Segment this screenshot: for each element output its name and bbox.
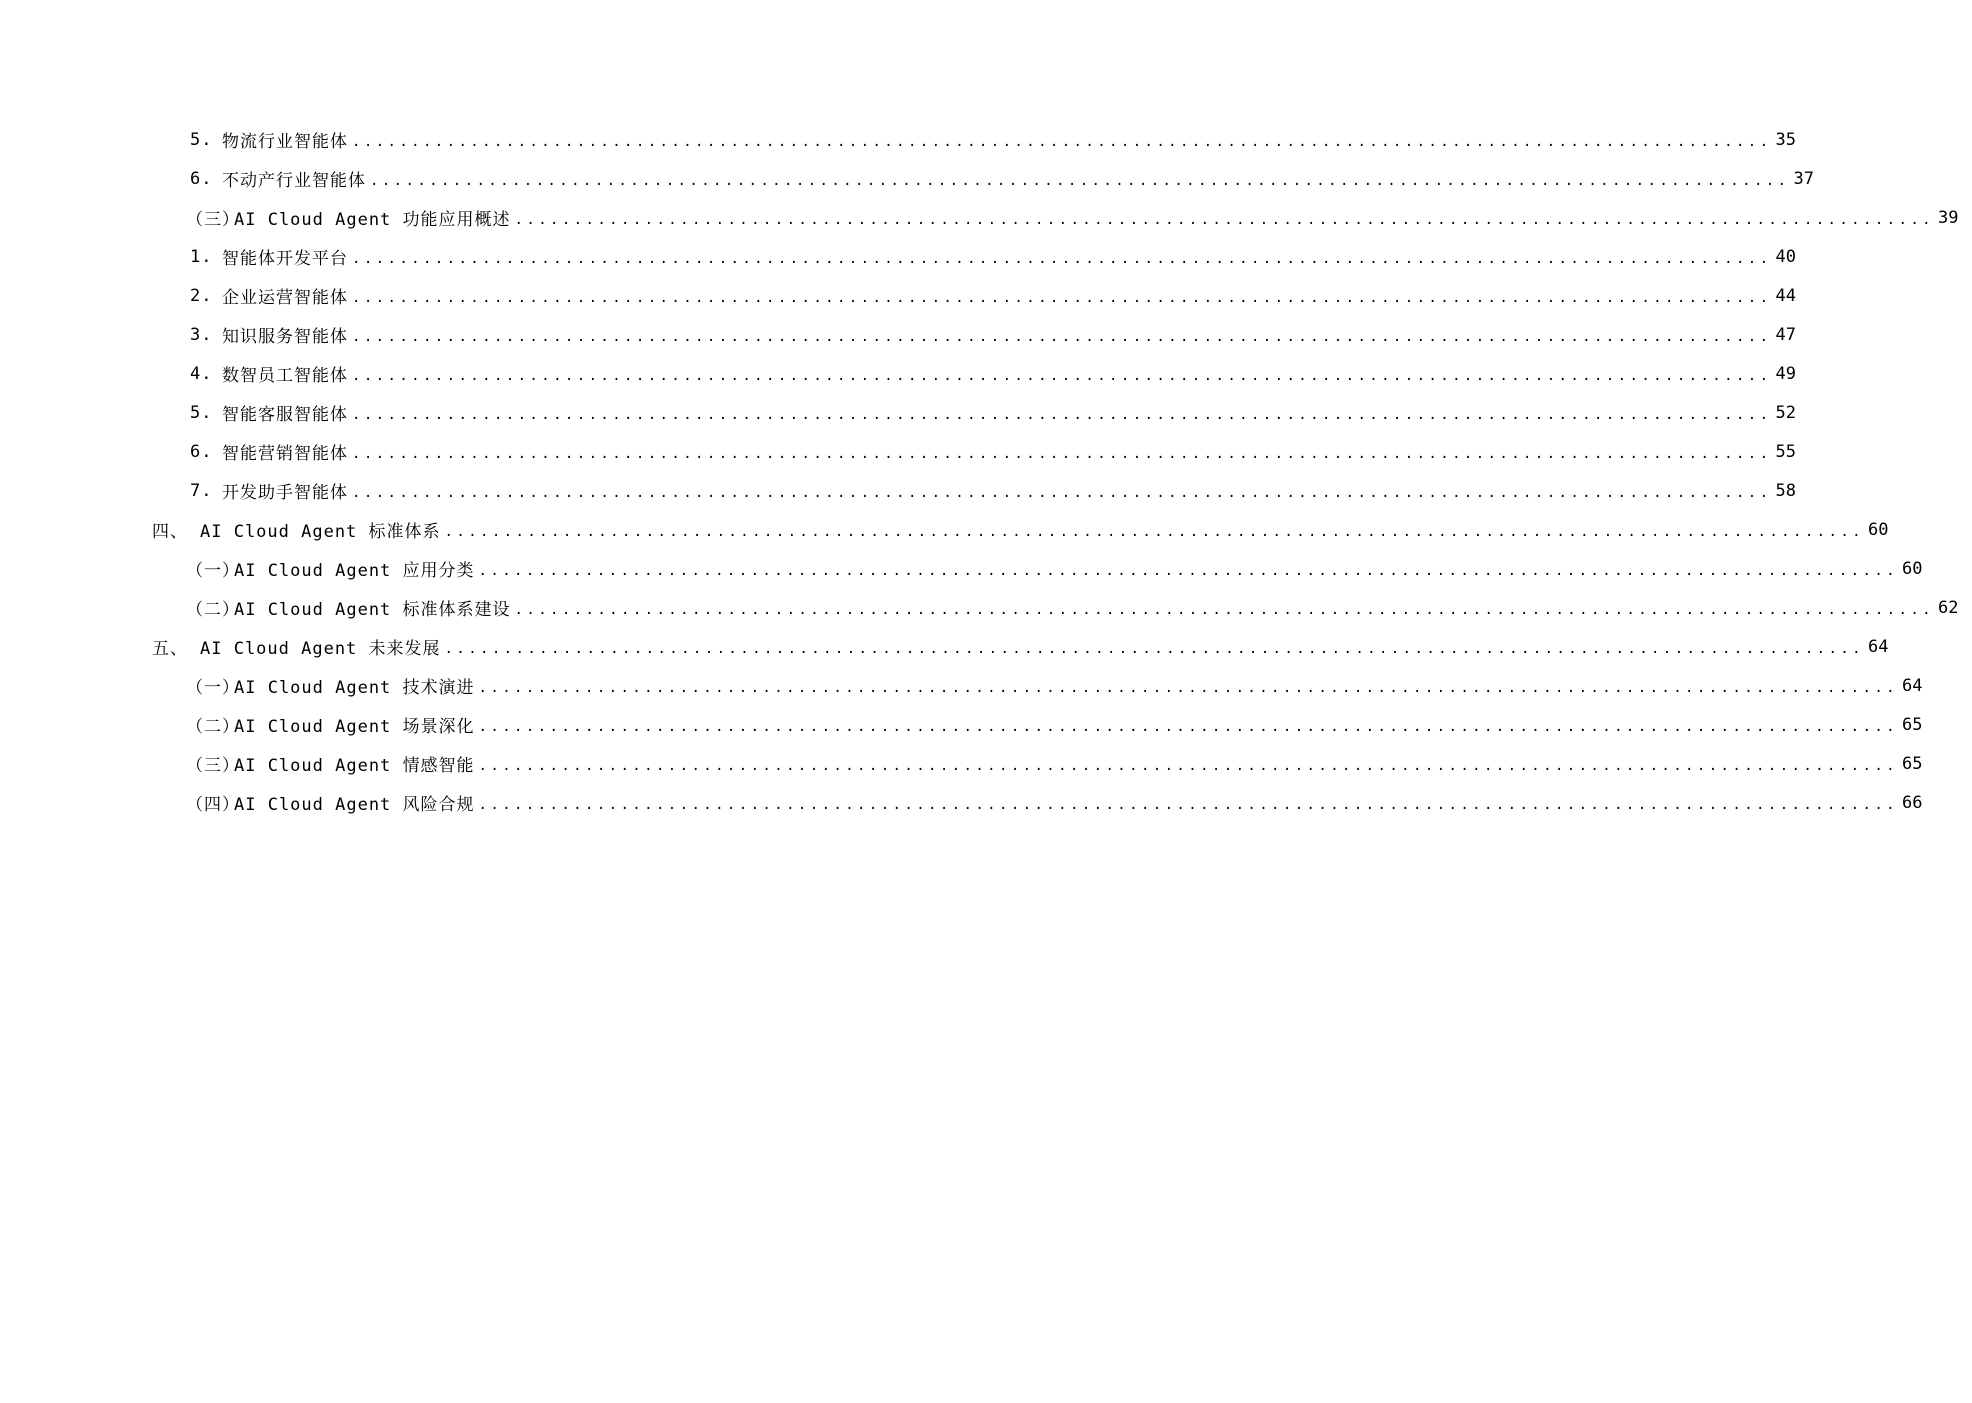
toc-entry[interactable] [0, 744, 1923, 783]
toc-entry-title: 知识服务智能体 [222, 327, 348, 347]
toc-entry-page-number: 58 [1775, 480, 1796, 501]
toc-entry-number: 7. [190, 480, 213, 501]
toc-entry-page-number: 44 [1775, 285, 1796, 306]
toc-entry-number: （一） [186, 561, 240, 581]
toc-entry-title: 智能客服智能体 [222, 405, 348, 425]
toc-entry[interactable] [0, 276, 1796, 315]
toc-entry[interactable] [0, 549, 1923, 588]
toc-entry[interactable] [0, 393, 1796, 432]
toc-entry-title: 不动产行业智能体 [222, 171, 366, 191]
toc-entry-number: 四、 [152, 522, 188, 542]
toc-entry[interactable] [0, 237, 1796, 276]
toc-dot-leader: ........................................................................................................................ [352, 406, 1772, 423]
toc-entry[interactable] [0, 666, 1923, 705]
toc-entry-number: 5. [190, 402, 213, 423]
toc-dot-leader: ........................................................................................................................ [444, 640, 1864, 657]
toc-entry-page-number: 52 [1775, 402, 1796, 423]
toc-entry-number: 1. [190, 246, 213, 267]
toc-entry-number: 3. [190, 324, 213, 345]
toc-entry[interactable] [0, 627, 1889, 666]
toc-entry[interactable] [0, 159, 1814, 198]
toc-entry-page-number: 65 [1901, 714, 1923, 735]
toc-entry-title: AI Cloud Agent 场景深化 [234, 717, 475, 737]
toc-dot-leader: ........................................................................................................................ [478, 757, 1898, 774]
toc-entry[interactable] [0, 510, 1889, 549]
toc-entry-page-number: 64 [1867, 636, 1889, 657]
toc-entry[interactable] [0, 120, 1796, 159]
toc-dot-leader: ........................................................................................................................ [444, 523, 1864, 540]
toc-entry-title: AI Cloud Agent 标准体系建设 [234, 600, 511, 620]
toc-entry-page-number: 66 [1901, 792, 1923, 813]
toc-entry-page-number: 62 [1937, 597, 1959, 618]
toc-dot-leader: ........................................................................................................................ [352, 367, 1772, 384]
toc-entry-number: 5. [190, 129, 213, 150]
table-of-contents [0, 120, 1959, 822]
toc-entry-number: 6. [190, 441, 213, 462]
toc-entry-title: AI Cloud Agent 未来发展 [200, 639, 441, 659]
toc-entry-number: （三） [186, 756, 240, 776]
toc-entry[interactable] [0, 783, 1923, 822]
toc-entry-page-number: 49 [1775, 363, 1796, 384]
toc-entry-title: 开发助手智能体 [222, 483, 348, 503]
toc-dot-leader: ........................................................................................................................ [514, 601, 1934, 618]
toc-entry[interactable] [0, 588, 1959, 627]
toc-entry-number: （二） [186, 600, 240, 620]
toc-dot-leader: ........................................................................................................................ [352, 133, 1772, 150]
toc-entry-page-number: 60 [1901, 558, 1923, 579]
toc-dot-leader: ........................................................................................................................ [478, 796, 1898, 813]
toc-dot-leader: ........................................................................................................................ [352, 484, 1772, 501]
toc-entry-title: 数智员工智能体 [222, 366, 348, 386]
toc-entry-page-number: 60 [1867, 519, 1889, 540]
toc-entry-page-number: 47 [1775, 324, 1796, 345]
toc-entry-number: 6. [190, 168, 213, 189]
toc-dot-leader: ........................................................................................................................ [478, 679, 1898, 696]
toc-entry[interactable] [0, 315, 1796, 354]
toc-entry-title: AI Cloud Agent 风险合规 [234, 795, 475, 815]
toc-entry-page-number: 64 [1901, 675, 1923, 696]
toc-entry[interactable] [0, 432, 1796, 471]
toc-entry[interactable] [0, 705, 1923, 744]
toc-entry-number: 2. [190, 285, 213, 306]
toc-entry-number: 4. [190, 363, 213, 384]
toc-entry-title: 物流行业智能体 [222, 132, 348, 152]
toc-entry-number: 五、 [152, 639, 188, 659]
toc-entry-number: （一） [186, 678, 240, 698]
toc-entry-title: 智能体开发平台 [222, 249, 348, 269]
toc-dot-leader: ........................................................................................................................ [514, 211, 1934, 228]
toc-entry-page-number: 37 [1793, 168, 1814, 189]
toc-entry-page-number: 55 [1775, 441, 1796, 462]
toc-entry[interactable] [0, 471, 1796, 510]
toc-entry-number: （二） [186, 717, 240, 737]
toc-dot-leader: ........................................................................................................................ [370, 172, 1790, 189]
toc-dot-leader: ........................................................................................................................ [352, 250, 1772, 267]
toc-entry-title: AI Cloud Agent 标准体系 [200, 522, 441, 542]
toc-entry[interactable] [0, 198, 1959, 237]
toc-entry-page-number: 35 [1775, 129, 1796, 150]
toc-entry-title: AI Cloud Agent 情感智能 [234, 756, 475, 776]
toc-entry-title: 企业运营智能体 [222, 288, 348, 308]
toc-dot-leader: ........................................................................................................................ [478, 562, 1898, 579]
toc-entry[interactable] [0, 354, 1796, 393]
toc-entry-title: AI Cloud Agent 应用分类 [234, 561, 475, 581]
toc-entry-page-number: 40 [1775, 246, 1796, 267]
toc-entry-title: AI Cloud Agent 功能应用概述 [234, 210, 511, 230]
toc-entry-number: （三） [186, 210, 240, 230]
toc-dot-leader: ........................................................................................................................ [352, 289, 1772, 306]
toc-entry-page-number: 65 [1901, 753, 1923, 774]
toc-dot-leader: ........................................................................................................................ [352, 445, 1772, 462]
toc-entry-title: AI Cloud Agent 技术演进 [234, 678, 475, 698]
toc-entry-title: 智能营销智能体 [222, 444, 348, 464]
toc-dot-leader: ........................................................................................................................ [352, 328, 1772, 345]
toc-entry-page-number: 39 [1937, 207, 1959, 228]
toc-dot-leader: ........................................................................................................................ [478, 718, 1898, 735]
toc-entry-number: （四） [186, 795, 240, 815]
